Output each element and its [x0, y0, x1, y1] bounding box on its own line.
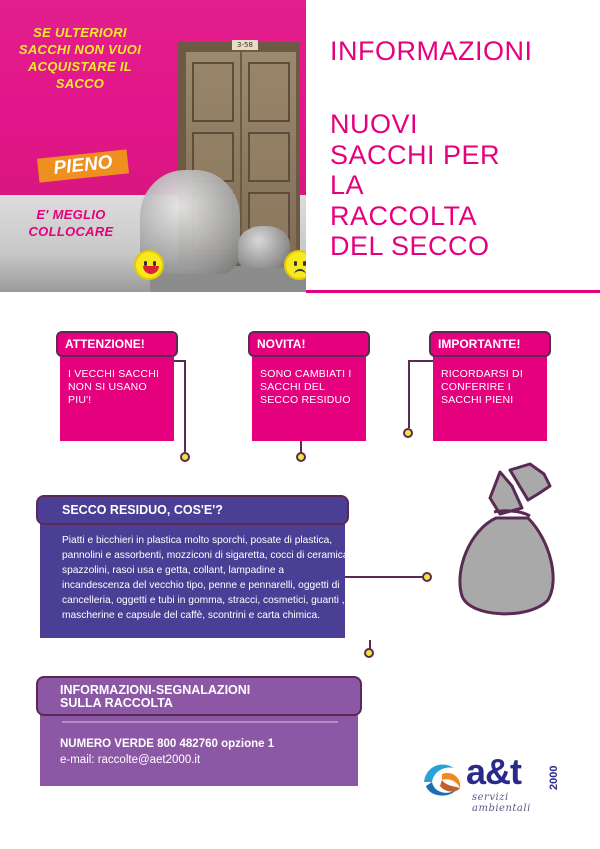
card-novita	[252, 338, 366, 441]
connector-dot	[422, 572, 432, 582]
card-heading: ATTENZIONE!	[56, 331, 178, 357]
card-importante	[433, 338, 547, 441]
hero-message-2: E' MEGLIO COLLOCARE	[28, 207, 114, 239]
garbage-bag-icon	[440, 460, 560, 620]
subtitle-line: NUOVI	[330, 109, 419, 139]
card-text: RICORDARSI DI CONFERIRE I SACCHI PIENI	[441, 368, 523, 406]
card-text: SONO CAMBIATI I SACCHI DEL SECCO RESIDUO	[260, 368, 352, 406]
connector-line	[174, 360, 186, 452]
subtitle-line: LA	[330, 170, 365, 200]
connector-line	[408, 360, 433, 428]
contact-heading-line: INFORMAZIONI-SEGNALAZIONI	[60, 683, 251, 697]
logo-mark-icon	[420, 756, 464, 800]
contact-heading	[36, 676, 362, 716]
secco-info-box	[40, 503, 352, 638]
card-heading: NOVITA!	[248, 331, 370, 357]
logo-name: a&t	[466, 751, 522, 792]
connector-dot	[180, 452, 190, 462]
company-logo	[420, 752, 570, 812]
connector-dot	[364, 648, 374, 658]
connector-line	[345, 576, 425, 578]
contact-box	[40, 680, 358, 786]
card-attenzione	[60, 338, 174, 441]
hero-photo	[0, 0, 306, 292]
contact-divider	[62, 721, 338, 723]
subtitle-line: SACCHI PER	[330, 139, 501, 170]
secco-heading: SECCO RESIDUO, COS'E'?	[36, 495, 349, 525]
door-number: 3-58	[232, 40, 258, 50]
page-title: INFORMAZIONI	[330, 36, 533, 66]
hero-text-band	[0, 196, 150, 244]
subtitle-line: RACCOLTA	[330, 200, 478, 231]
title-underline	[306, 290, 600, 293]
happy-face-icon	[134, 250, 164, 280]
contact-heading-line: SULLA RACCOLTA	[60, 696, 173, 710]
logo-year: 2000	[548, 765, 560, 790]
card-text: I VECCHI SACCHI NON SI USANO PIU'!	[68, 368, 160, 406]
secco-text: Piatti e bicchieri in plastica molto sporchi, posate di plastica, pannolini e assorbenti, mozziconi di sigaretta, cocci di ceramica, spazzolini, rasoi usa e getta, collant, lampadine a incandescenza del vecchio tipo, penne e pennarelli, oggetti di cancelleria, oggetti e tubi in gomma, stracci, cosmetici, guanti , mascherine e capsule del caffè, scontrini e carta chimica.	[62, 535, 352, 621]
phone-number: NUMERO VERDE 800 482760 opzione 1	[60, 738, 275, 750]
small-bag	[238, 226, 290, 268]
subtitle-line: DEL SECCO	[330, 231, 490, 261]
logo-tagline: servizi ambientali	[472, 792, 531, 814]
page-subtitle	[330, 109, 590, 262]
connector-dot	[403, 428, 413, 438]
email-link[interactable]: e-mail: raccolte@aet2000.it	[60, 754, 201, 766]
card-heading: IMPORTANTE!	[429, 331, 551, 357]
hero-message: SE ULTERIORI SACCHI NON VUOI ACQUISTARE IL SACCO	[18, 25, 142, 91]
sad-face-icon	[284, 250, 306, 280]
pieno-label: PIENO	[37, 149, 129, 182]
connector-dot	[296, 452, 306, 462]
